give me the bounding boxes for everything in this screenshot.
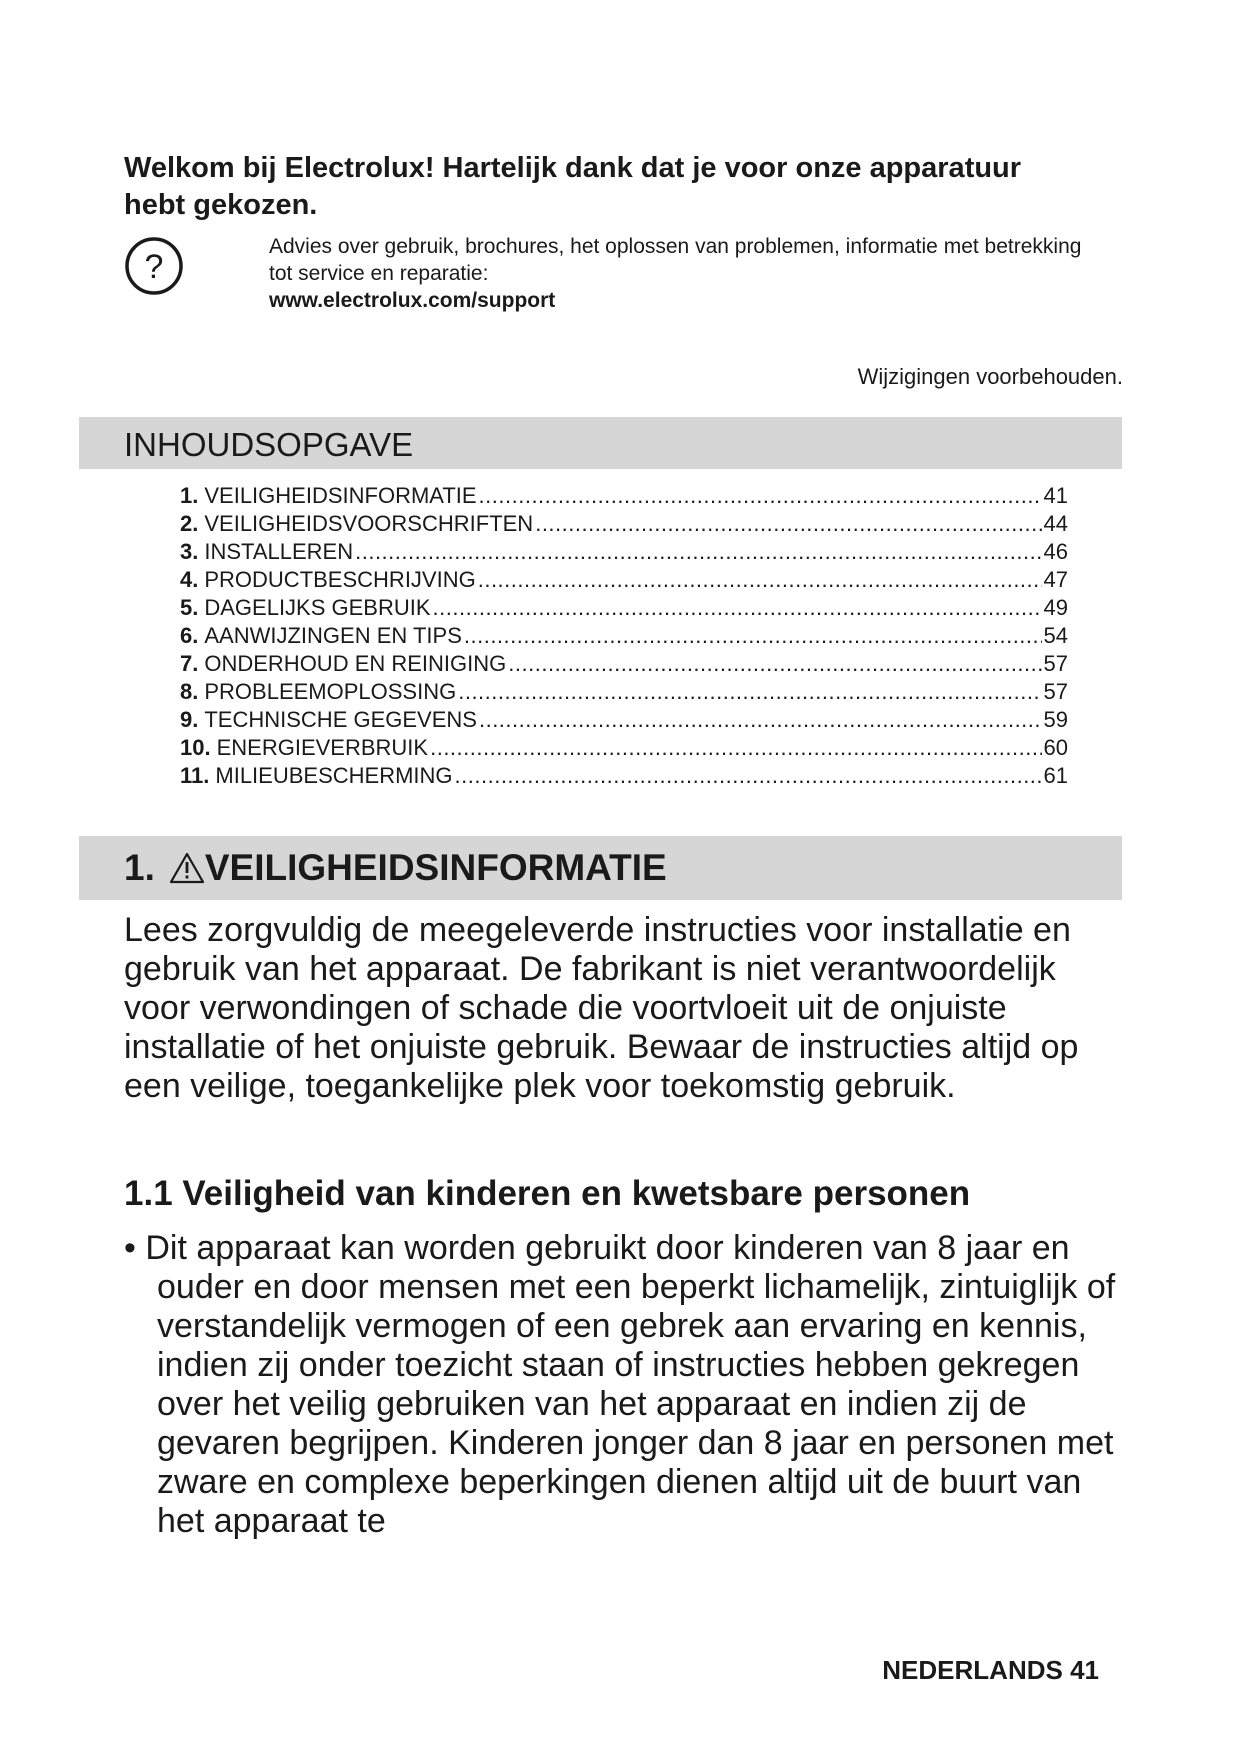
toc-item-page: 41 <box>1043 483 1068 508</box>
toc-item-label: INSTALLEREN <box>204 539 354 564</box>
section-number: 1. <box>124 847 155 888</box>
toc-item-page: 60 <box>1043 735 1068 760</box>
toc-item-label: PRODUCTBESCHRIJVING <box>204 567 476 592</box>
toc-leader <box>508 650 1041 678</box>
toc-item-label: TECHNISCHE GEGEVENS <box>204 707 477 732</box>
toc-item[interactable] <box>180 734 1068 762</box>
toc-item[interactable] <box>180 594 1068 622</box>
support-link[interactable]: www.electrolux.com/support <box>269 289 556 312</box>
toc-leader <box>535 510 1041 538</box>
toc-item-page: 46 <box>1043 539 1068 564</box>
toc-item-page: 59 <box>1043 707 1068 732</box>
toc-leader <box>355 538 1041 566</box>
toc-item-label: MILIEUBESCHERMING <box>215 763 453 788</box>
toc-item-number: 3. <box>180 539 199 564</box>
section-intro: Lees zorgvuldig de meegeleverde instructies voor installatie en gebruik van het apparaat. De fabrikant is niet verantwoordelijk voor verwondingen of schade die voortvloeit uit de onjuiste installatie of het onjuiste gebruik. Bewaar de instructies altijd op een veilige, toegankelijke plek voor toekomstig gebruik. <box>124 911 1079 1105</box>
toc-item[interactable] <box>180 538 1068 566</box>
changes-notice: Wijzigingen voorbehouden. <box>857 364 1123 389</box>
toc-item-label: PROBLEEMOPLOSSING <box>204 679 457 704</box>
toc-item-number: 2. <box>180 511 199 536</box>
list-item: • Dit apparaat kan worden gebruikt door kinderen van 8 jaar en ouder en door mensen met een beperkt lichamelijk, zintuiglijk of verstandelijk vermogen of een gebrek aan ervaring en kennis, indien zij onder toezicht staan of instructies hebben gekregen over het veilig gebruiken van het apparaat en indien zij de gevaren begrijpen. Kinderen jonger dan 8 jaar en personen met zware en complexe beperkingen dienen altijd uit de buurt van het apparaat te <box>124 1229 1116 1540</box>
toc-item-number: 9. <box>180 707 199 732</box>
toc-item-page: 57 <box>1043 679 1068 704</box>
toc-item-label: DAGELIJKS GEBRUIK <box>204 595 431 620</box>
subsection-title: 1.1 Veiligheid van kinderen en kwetsbare personen <box>124 1174 971 1213</box>
warning-triangle-icon <box>169 852 205 884</box>
toc-leader <box>430 734 1041 762</box>
toc-item-number: 11. <box>180 763 210 788</box>
toc-leader <box>479 482 1042 510</box>
toc-item-number: 5. <box>180 595 199 620</box>
toc-item[interactable] <box>180 706 1068 734</box>
toc-item-page: 49 <box>1043 595 1068 620</box>
toc-item-number: 8. <box>180 679 199 704</box>
page-footer: NEDERLANDS 41 <box>882 1655 1099 1685</box>
toc-leader <box>455 762 1042 790</box>
toc-item-label: VEILIGHEIDSINFORMATIE <box>204 483 477 508</box>
toc-title: INHOUDSOPGAVE <box>124 426 414 463</box>
toc-item[interactable] <box>180 510 1068 538</box>
toc-item[interactable] <box>180 650 1068 678</box>
toc-leader <box>478 566 1042 594</box>
svg-text:?: ? <box>144 248 164 286</box>
toc-leader <box>433 594 1042 622</box>
toc-leader <box>458 678 1041 706</box>
toc-item-label: AANWIJZINGEN EN TIPS <box>204 623 462 648</box>
toc-item-label: ENERGIEVERBRUIK <box>216 735 429 760</box>
toc-item[interactable] <box>180 566 1068 594</box>
toc-leader <box>464 622 1042 650</box>
toc-item-page: 44 <box>1043 511 1068 536</box>
toc-item-number: 4. <box>180 567 199 592</box>
toc-item[interactable] <box>180 678 1068 706</box>
toc-item-page: 61 <box>1043 763 1068 788</box>
section-title <box>124 845 667 891</box>
question-circle-icon <box>124 236 184 296</box>
support-text: Advies over gebruik, brochures, het oplossen van problemen, informatie met betrekking tot service en reparatie: <box>269 235 1082 285</box>
toc-item-label: ONDERHOUD EN REINIGING <box>204 651 507 676</box>
welcome-heading: Welkom bij Electrolux! Hartelijk dank dat je voor onze apparatuur hebt gekozen. <box>124 152 1022 221</box>
toc-item-label: VEILIGHEIDSVOORSCHRIFTEN <box>204 511 534 536</box>
section-title-text: VEILIGHEIDSINFORMATIE <box>204 847 667 888</box>
table-of-contents <box>180 482 1068 790</box>
toc-item-page: 54 <box>1043 623 1068 648</box>
toc-item-number: 1. <box>180 483 199 508</box>
toc-item-number: 6. <box>180 623 199 648</box>
toc-item-page: 47 <box>1043 567 1068 592</box>
toc-item[interactable] <box>180 482 1068 510</box>
support-info <box>269 233 1089 314</box>
toc-item-number: 10. <box>180 735 211 760</box>
toc-item-number: 7. <box>180 651 199 676</box>
toc-item[interactable] <box>180 622 1068 650</box>
toc-item-page: 57 <box>1043 651 1068 676</box>
toc-leader <box>479 706 1042 734</box>
toc-item[interactable] <box>180 762 1068 790</box>
